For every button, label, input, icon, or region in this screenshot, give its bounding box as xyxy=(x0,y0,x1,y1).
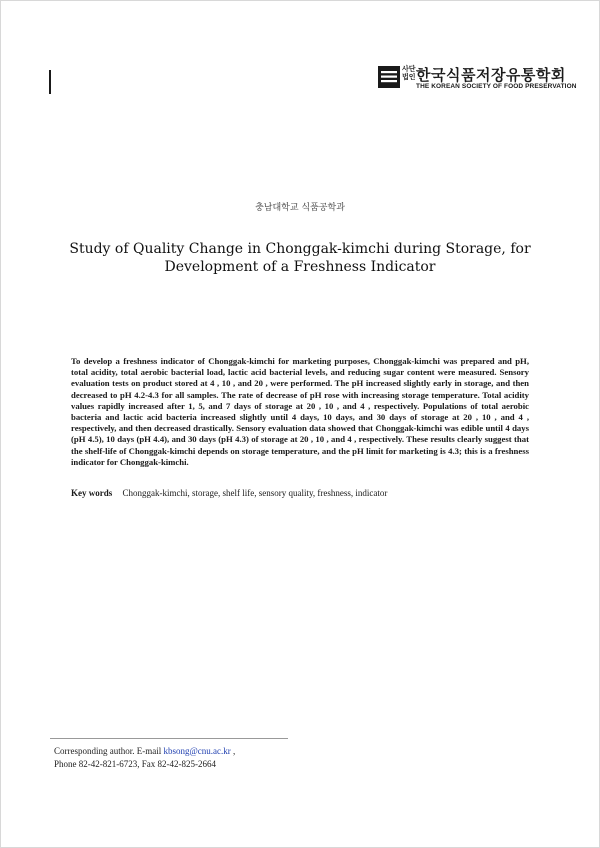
abstract: To develop a freshness indicator of Chonggak-kimchi for marketing purposes, Chonggak-kimchi was prepared and pH, total acidity, total aerobic bacterial load, lactic acid bacterial levels, and reducing sugar content were measured. Sensory evaluation tests on product stored at 4 , 10 , and 20 , were performed. The pH increased slightly early in storage, and then decreased to pH 4.2-4.3 for all samples. The rate of decrease of pH rose with increasing storage temperature. Total acidity values rapidly increased after 1, 5, and 7 days of storage at 20 , 10 , and 4 , respectively. Populations of total aerobic bacteria and lactic acid bacteria increased slightly until 4 days, 10 days, and 30 days of storage at 20 , 10 , and 4 , respectively, and then decreased drastically. Sensory evaluation data showed that Chonggak-kimchi was edible until 4 days (pH 4.5), 10 days (pH 4.4), and 30 days (pH 4.3) of storage at 20 , 10 , and 4 , respectively. These results clearly suggest that the shelf-life of Chonggak-kimchi depends on storage temperature, and the pH limit for marketing is 4.3; this is a freshness indicator for Chonggak-kimchi. xyxy=(71,356,529,467)
title-line-1: Study of Quality Change in Chonggak-kimchi during Storage, for xyxy=(69,241,531,257)
keywords xyxy=(71,488,387,498)
email-link[interactable]: kbsong@cnu.ac.kr xyxy=(163,746,231,756)
logo-corporation-mark: 사단 법인 xyxy=(402,65,416,81)
crop-mark xyxy=(49,70,51,94)
title-line-2: Development of a Freshness Indicator xyxy=(164,259,436,275)
footnote-label: Corresponding author. E-mail xyxy=(54,746,164,756)
footnote-comma: , xyxy=(233,746,236,756)
journal-logo xyxy=(378,64,577,94)
society-emblem-icon xyxy=(378,66,400,88)
logo-english-name: THE KOREAN SOCIETY OF FOOD PRESERVATION xyxy=(416,83,577,90)
keywords-label: Key words xyxy=(71,488,113,498)
keywords-text: Chonggak-kimchi, storage, shelf life, sensory quality, freshness, indicator xyxy=(122,488,388,498)
footnote-line-2: Phone 82-42-821-6723, Fax 82-42-825-2664 xyxy=(54,758,216,769)
footnote-divider xyxy=(50,738,288,739)
footnote-line-1 xyxy=(54,745,235,758)
corresponding-author-footnote xyxy=(54,745,235,770)
paper-title xyxy=(60,240,540,276)
logo-korean-name: 한국식품저장유통학회 xyxy=(416,66,566,84)
author-affiliation: 충남대학교 식품공학과 xyxy=(255,203,345,213)
